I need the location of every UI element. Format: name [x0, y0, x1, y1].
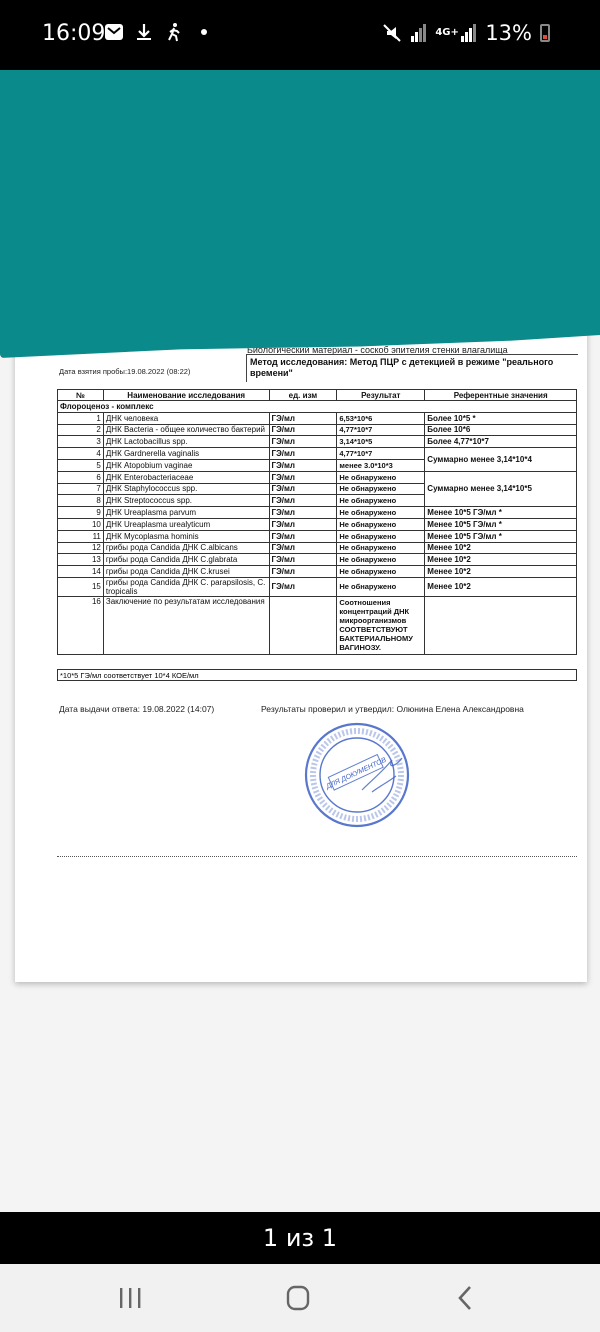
row-name: грибы рода Candida ДНК C. parapsilosis, C. tropicalis — [103, 577, 269, 596]
row-number: 16 — [58, 596, 104, 654]
col-reference: Референтные значения — [425, 390, 577, 401]
table-row — [58, 566, 577, 578]
stamp-text: ДЛЯ ДОКУМЕНТОВ — [325, 756, 388, 791]
row-number: 10 — [58, 518, 104, 530]
footnote: *10*5 ГЭ/мл соответствует 10*4 КОЕ/мл — [57, 669, 577, 681]
row-number: 9 — [58, 507, 104, 519]
row-unit: ГЭ/мл — [269, 424, 337, 436]
col-unit: ед. изм — [269, 390, 337, 401]
signal-icon — [411, 24, 427, 42]
row-result: Не обнаружено — [337, 518, 425, 530]
row-name: ДНК Enterobacteriaceae — [103, 471, 269, 483]
row-unit: ГЭ/мл — [269, 530, 337, 542]
row-reference: Менее 10*2 — [425, 554, 577, 566]
row-reference: Менее 10*2 — [425, 566, 577, 578]
row-result: Не обнаружено — [337, 566, 425, 578]
page-indicator-bar — [0, 1212, 600, 1264]
seal-stamp — [302, 720, 412, 830]
table-row — [58, 577, 577, 596]
row-name: ДНК Staphylococcus spp. — [103, 483, 269, 495]
status-icons-left — [104, 22, 214, 42]
redaction-overlay — [0, 70, 600, 358]
row-name: ДНК Lactobacillus spp. — [103, 436, 269, 448]
row-unit: ГЭ/мл — [269, 448, 337, 460]
row-number: 1 — [58, 412, 104, 424]
row-unit: ГЭ/мл — [269, 412, 337, 424]
row-result: Не обнаружено — [337, 577, 425, 596]
status-time: 16:09 — [42, 21, 106, 46]
row-name: ДНК Ureaplasma parvum — [103, 507, 269, 519]
row-unit: ГЭ/мл — [269, 542, 337, 554]
battery-icon — [540, 24, 550, 42]
method-line: Метод исследования: Метод ПЦР с детекцией в режиме "реального времени" — [246, 354, 578, 382]
results-table — [57, 389, 577, 655]
message-icon — [104, 22, 124, 42]
row-result: менее 3.0*10*3 — [337, 459, 425, 471]
row-name: ДНК Ureaplasma urealyticum — [103, 518, 269, 530]
row-reference: Менее 10*2 — [425, 542, 577, 554]
row-unit: ГЭ/мл — [269, 483, 337, 495]
row-result: Соотношения концентраций ДНК микроорганизмов СООТВЕТСТВУЮТ БАКТЕРИАЛЬНОМУ ВАГИНОЗУ. — [337, 596, 425, 654]
row-reference: Менее 10*5 ГЭ/мл * — [425, 518, 577, 530]
row-reference: Более 4,77*10*7 — [425, 436, 577, 448]
table-row — [58, 424, 577, 436]
row-result: Не обнаружено — [337, 495, 425, 507]
row-name: ДНК человека — [103, 412, 269, 424]
row-number: 3 — [58, 436, 104, 448]
row-unit: ГЭ/мл — [269, 507, 337, 519]
row-reference: Суммарно менее 3,14*10*4 — [425, 448, 577, 472]
row-reference: Суммарно менее 3,14*10*5 — [425, 471, 577, 506]
navigation-bar — [0, 1264, 600, 1332]
row-name: ДНК Atopobium vaginae — [103, 459, 269, 471]
row-number: 14 — [58, 566, 104, 578]
row-result: 3,14*10*5 — [337, 436, 425, 448]
row-name: грибы рода Candida ДНК C.krusei — [103, 566, 269, 578]
back-icon[interactable] — [446, 1282, 486, 1314]
table-row — [58, 471, 577, 483]
table-row — [58, 448, 577, 460]
row-number: 2 — [58, 424, 104, 436]
row-number: 13 — [58, 554, 104, 566]
recent-apps-icon[interactable] — [110, 1282, 150, 1314]
dotted-divider — [57, 856, 577, 857]
row-name: Заключение по результатам исследования — [103, 596, 269, 654]
row-name: ДНК Mycoplasma hominis — [103, 530, 269, 542]
document-viewer[interactable] — [0, 70, 600, 1212]
row-result: Не обнаружено — [337, 554, 425, 566]
table-header-row — [58, 390, 577, 401]
row-unit: ГЭ/мл — [269, 459, 337, 471]
row-result: 4,77*10*7 — [337, 424, 425, 436]
row-result: 4,77*10*7 — [337, 448, 425, 460]
row-result: 6,53*10*6 — [337, 412, 425, 424]
row-reference: Менее 10*5 ГЭ/мл * — [425, 507, 577, 519]
home-icon[interactable] — [278, 1282, 318, 1314]
row-number: 15 — [58, 577, 104, 596]
col-number: № — [58, 390, 104, 401]
row-result: Не обнаружено — [337, 483, 425, 495]
row-number: 6 — [58, 471, 104, 483]
status-bar — [0, 0, 600, 70]
verified-by: Результаты проверил и утвердил: Олюнина Елена Александровна — [261, 704, 524, 714]
table-row — [58, 412, 577, 424]
row-name: грибы рода Candida ДНК C.glabrata — [103, 554, 269, 566]
col-result: Результат — [337, 390, 425, 401]
download-icon — [134, 22, 154, 42]
row-result: Не обнаружено — [337, 530, 425, 542]
row-reference: Более 10*5 * — [425, 412, 577, 424]
row-unit: ГЭ/мл — [269, 577, 337, 596]
biomaterial-line: Биологический материал - соскоб эпителия стенки влагалища — [247, 345, 508, 355]
page-indicator: 1 из 1 — [262, 1224, 338, 1252]
signal-icon-2 — [461, 24, 477, 42]
table-row — [58, 507, 577, 519]
table-row — [58, 542, 577, 554]
mute-icon — [381, 22, 403, 44]
sample-date: Дата взятия пробы:19.08.2022 (08:22) — [59, 367, 191, 376]
row-name: ДНК Bacteria - общее количество бактерий — [103, 424, 269, 436]
battery-percent: 13% — [485, 21, 532, 45]
row-unit: ГЭ/мл — [269, 495, 337, 507]
row-number: 4 — [58, 448, 104, 460]
table-row — [58, 554, 577, 566]
row-result: Не обнаружено — [337, 471, 425, 483]
row-number: 7 — [58, 483, 104, 495]
table-row — [58, 530, 577, 542]
table-row — [58, 436, 577, 448]
row-number: 12 — [58, 542, 104, 554]
row-result: Не обнаружено — [337, 542, 425, 554]
row-reference: Менее 10*2 — [425, 577, 577, 596]
row-unit: ГЭ/мл — [269, 554, 337, 566]
row-number: 11 — [58, 530, 104, 542]
issue-date: Дата выдачи ответа: 19.08.2022 (14:07) — [59, 704, 215, 714]
row-reference — [425, 596, 577, 654]
table-row — [58, 518, 577, 530]
row-name: грибы рода Candida ДНК C.albicans — [103, 542, 269, 554]
row-number: 8 — [58, 495, 104, 507]
group-row — [58, 401, 577, 413]
row-reference: Менее 10*5 ГЭ/мл * — [425, 530, 577, 542]
row-unit: ГЭ/мл — [269, 566, 337, 578]
row-unit — [269, 596, 337, 654]
status-icons-right — [381, 21, 550, 45]
col-name: Наименование исследования — [103, 390, 269, 401]
row-reference: Более 10*6 — [425, 424, 577, 436]
row-unit: ГЭ/мл — [269, 518, 337, 530]
dot-icon — [194, 22, 214, 42]
network-type: 4G+ — [435, 27, 459, 38]
row-name: ДНК Streptococcus spp. — [103, 495, 269, 507]
row-unit: ГЭ/мл — [269, 471, 337, 483]
row-name: ДНК Gardnerella vaginalis — [103, 448, 269, 460]
row-result: Не обнаружено — [337, 507, 425, 519]
table-row — [58, 596, 577, 654]
group-label: Флороценоз - комплекс — [58, 401, 577, 413]
walking-icon — [164, 22, 184, 42]
row-unit: ГЭ/мл — [269, 436, 337, 448]
row-number: 5 — [58, 459, 104, 471]
